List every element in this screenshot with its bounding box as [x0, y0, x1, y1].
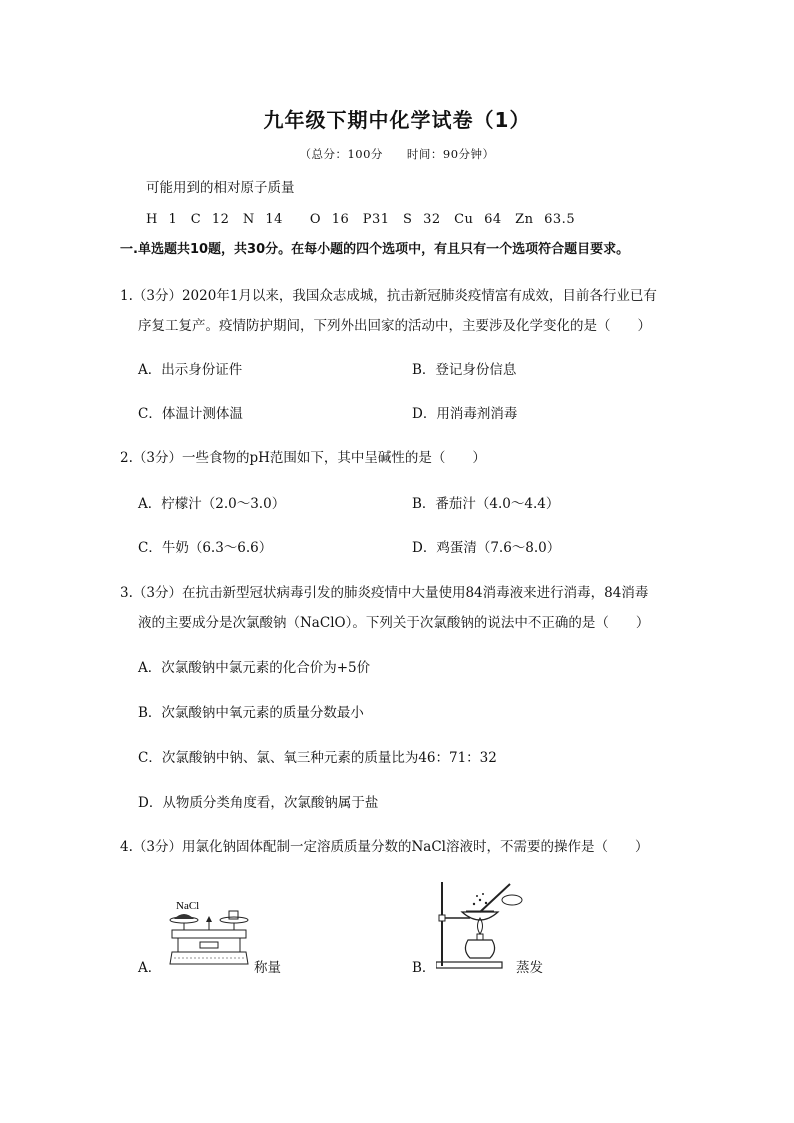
question-1-option-d: D．用消毒剂消毒: [412, 406, 518, 422]
atomic-mass-label: 可能用到的相对原子质量: [146, 180, 295, 196]
question-1-line-2: 序复工复产。疫情防护期间，下列外出回家的活动中，主要涉及化学变化的是（ ）: [138, 318, 651, 334]
question-4-option-b-letter: B．: [412, 960, 436, 976]
question-3-line-2: 液的主要成分是次氯酸钠（NaClO）。下列关于次氯酸钠的说法中不正确的是（ ）: [138, 615, 650, 631]
page-title: 九年级下期中化学试卷（1）: [263, 108, 531, 132]
question-2-option-a: A．柠檬汁（2.0～3.0）: [138, 496, 286, 512]
question-2-option-c: C．牛奶（6.3～6.6）: [138, 540, 273, 556]
question-1-option-b: B．登记身份信息: [412, 362, 517, 378]
question-3-option-c: C．次氯酸钠中钠、氯、氧三种元素的质量比为46：71：32: [138, 750, 497, 766]
question-1-line-1: 1.（3分）2020年1月以来，我国众志成城，抗击新冠肺炎疫情富有成效，目前各行业已有: [120, 288, 657, 304]
question-2-option-d: D．鸡蛋清（7.6～8.0）: [412, 540, 561, 556]
question-3-option-b: B．次氯酸钠中氧元素的质量分数最小: [138, 705, 364, 721]
question-3-line-1: 3.（3分）在抗击新型冠状病毒引发的肺炎疫情中大量使用84消毒液来进行消毒，84消毒: [120, 585, 649, 601]
question-4-option-a-caption: 称量: [254, 960, 281, 976]
question-1-option-c: C．体温计测体温: [138, 406, 243, 422]
question-3-option-a: A．次氯酸钠中氯元素的化合价为+5价: [138, 660, 371, 676]
exam-info: （总分：100分 时间：90分钟）: [299, 147, 495, 161]
section-heading: 一.单选题共10题，共30分。在每小题的四个选项中，有且只有一个选项符合题目要求。: [120, 242, 630, 257]
question-3-option-d: D．从物质分类角度看，次氯酸钠属于盐: [138, 795, 379, 811]
balance-figure: [164, 896, 254, 970]
question-2-option-b: B．番茄汁（4.0～4.4）: [412, 496, 560, 512]
question-4-option-a-letter: A．: [138, 960, 162, 976]
question-2-line-1: 2.（3分）一些食物的pH范围如下，其中呈碱性的是（ ）: [120, 450, 486, 466]
question-4-line-1: 4.（3分）用氯化钠固体配制一定溶质质量分数的NaCl溶液时，不需要的操作是（ ）: [120, 839, 649, 855]
question-1-option-a: A．出示身份证件: [138, 362, 243, 378]
balance-nacl-label: NaCl: [176, 900, 200, 912]
question-4-option-b-caption: 蒸发: [516, 960, 543, 976]
atomic-mass-values: H 1 C 12 N 14 O 16 P31 S 32 Cu 64 Zn 63.5: [146, 212, 576, 227]
